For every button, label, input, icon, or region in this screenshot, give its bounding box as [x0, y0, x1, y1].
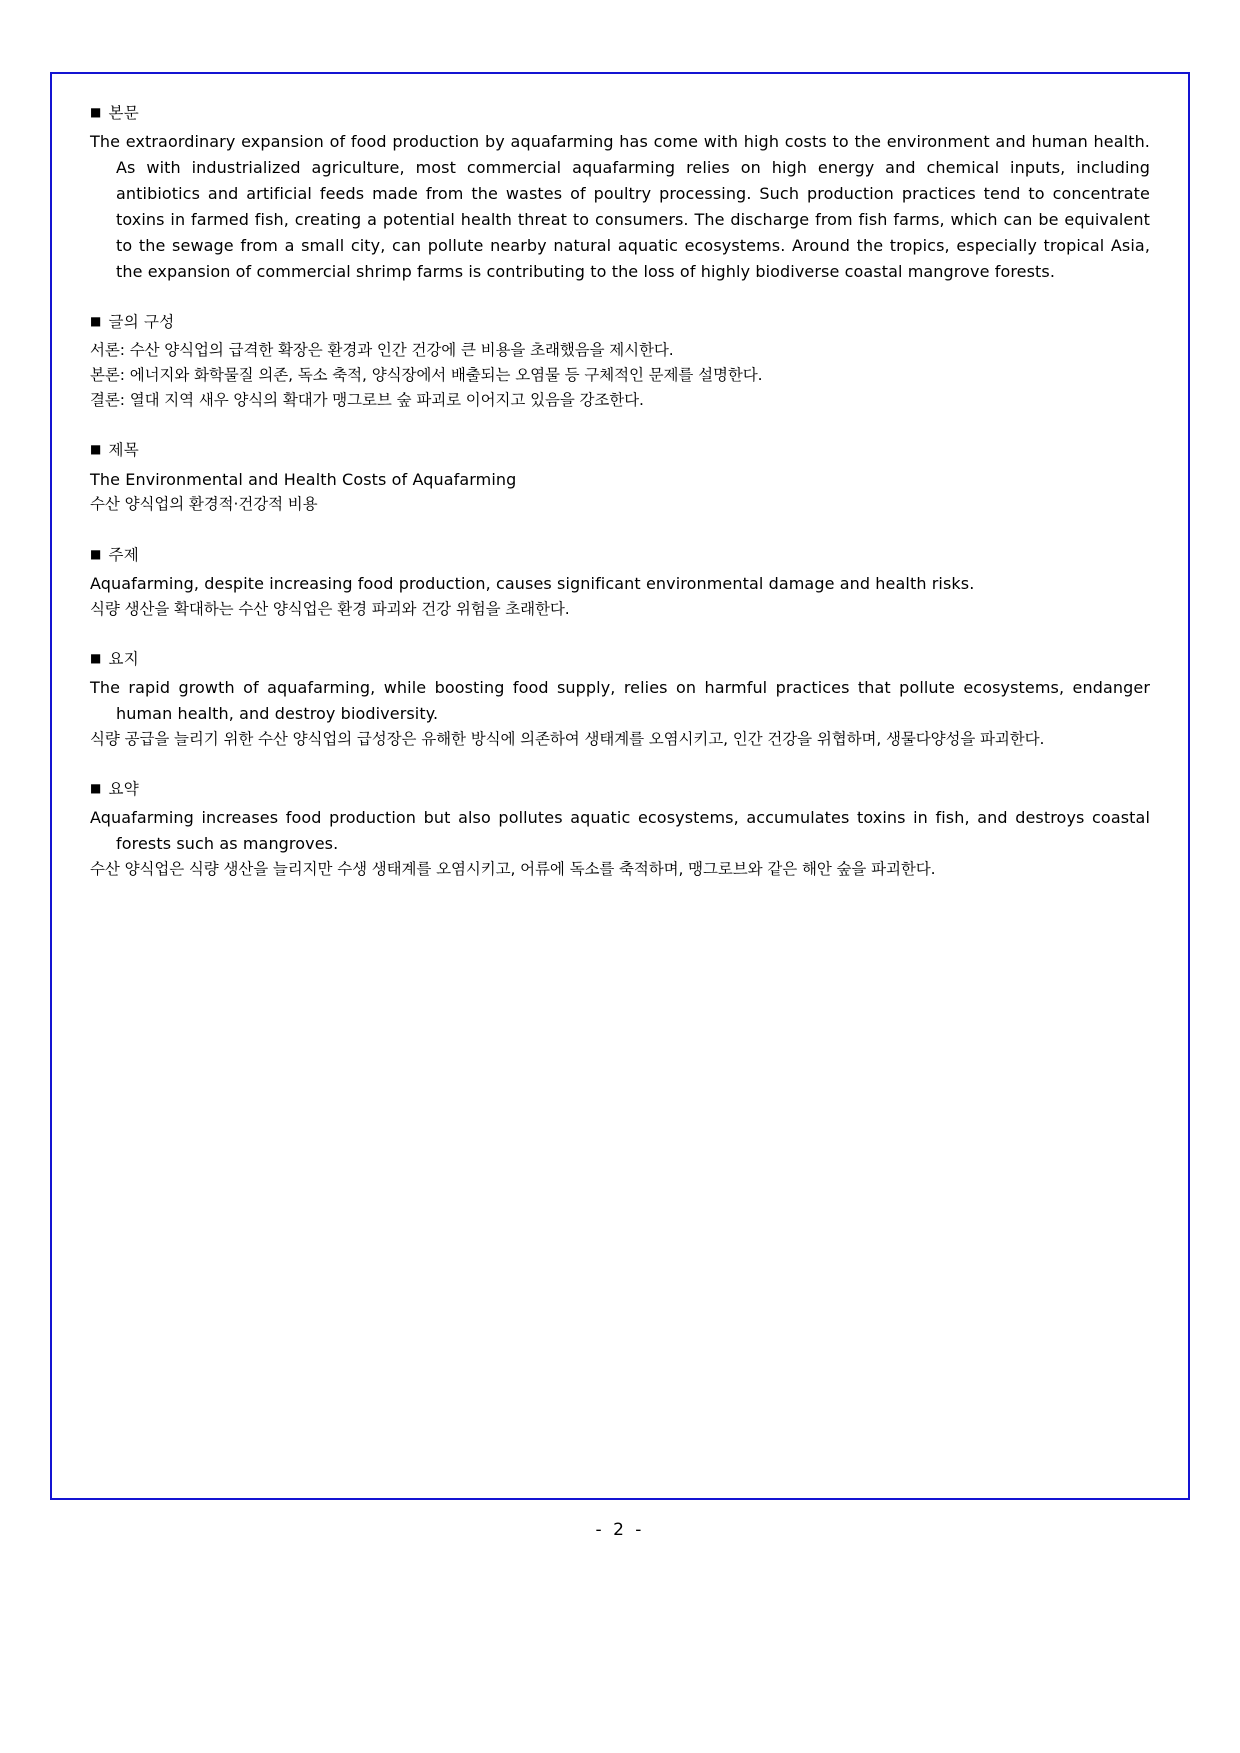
document-content	[52, 74, 1188, 882]
paragraph: Aquafarming, despite increasing food production, causes significant environmental damage and health risks.	[90, 573, 975, 593]
paragraph: The rapid growth of aquafarming, while boosting food supply, relies on harmful practices that pollute ecosystems, endanger human health, and destroy biodiversity.	[90, 678, 1150, 723]
paragraph: The extraordinary expansion of food production by aquafarming has come with high costs to the environment and human health. As with industrialized agriculture, most commercial aquafarming relies on high energy and chemical inputs, including antibiotics and artificial feeds made from the wastes of poultry processing. Such production practices tend to concentrate toxins in farmed fish, creating a potential health threat to consumers. The discharge from fish farms, which can be equivalent to the sewage from a small city, can pollute nearby natural aquatic ecosystems. Around the tropics, especially tropical Asia, the expansion of commercial shrimp farms is contributing to the loss of highly biodiverse coastal mangrove forests.	[90, 132, 1150, 281]
paragraph: 수산 양식업의 환경적·건강적 비용	[90, 495, 318, 514]
section-juje	[90, 544, 1150, 622]
section-yoji	[90, 648, 1150, 752]
section-heading-label: 요지	[108, 649, 139, 668]
paragraph: Aquafarming increases food production but also pollutes aquatic ecosystems, accumulates toxins in fish, and destroys coastal forests such as mangroves.	[90, 808, 1150, 854]
paragraph: 서론: 수산 양식업의 급격한 확장은 환경과 인간 건강에 큰 비용을 초래했음을 제시한다.	[90, 340, 674, 359]
section-heading	[90, 648, 1150, 671]
section-heading-label: 글의 구성	[108, 312, 175, 331]
paragraph: 본론: 에너지와 화학물질 의존, 독소 축적, 양식장에서 배출되는 오염물 등 구체적인 문제를 설명한다.	[90, 366, 763, 385]
section-geului-guseong	[90, 311, 1150, 414]
section-heading	[90, 544, 1150, 567]
section-yoyak	[90, 778, 1150, 882]
paragraph: 식량 생산을 확대하는 수산 양식업은 환경 파괴와 건강 위험을 초래한다.	[90, 599, 570, 618]
square-bullet-icon: ■	[90, 546, 102, 561]
section-bonmun	[90, 102, 1150, 285]
square-bullet-icon: ■	[90, 105, 102, 119]
section-heading	[90, 439, 1150, 462]
page-number: - 2 -	[595, 1520, 645, 1540]
section-heading	[90, 778, 1150, 801]
document-page-border	[50, 72, 1190, 1500]
section-heading-label: 본문	[108, 104, 139, 122]
paragraph: 식량 공급을 늘리기 위한 수산 양식업의 급성장은 유해한 방식에 의존하여 생태계를 오염시키고, 인간 건강을 위협하며, 생물다양성을 파괴한다.	[90, 729, 1045, 748]
section-jemok	[90, 439, 1150, 517]
paragraph: 결론: 열대 지역 새우 양식의 확대가 맹그로브 숲 파괴로 이어지고 있음을 강조한다.	[90, 391, 644, 410]
section-heading	[90, 311, 1150, 334]
square-bullet-icon: ■	[90, 442, 102, 457]
section-heading-label: 주제	[108, 545, 139, 564]
section-heading-label: 제목	[108, 441, 139, 460]
square-bullet-icon: ■	[90, 780, 102, 795]
section-heading	[90, 102, 1150, 125]
section-heading-label: 요약	[108, 779, 139, 798]
square-bullet-icon: ■	[90, 650, 102, 665]
square-bullet-icon: ■	[90, 313, 102, 328]
paragraph: The Environmental and Health Costs of Aquafarming	[90, 469, 517, 489]
paragraph: 수산 양식업은 식량 생산을 늘리지만 수생 생태계를 오염시키고, 어류에 독소를 축적하며, 맹그로브와 같은 해안 숲을 파괴한다.	[90, 860, 936, 879]
